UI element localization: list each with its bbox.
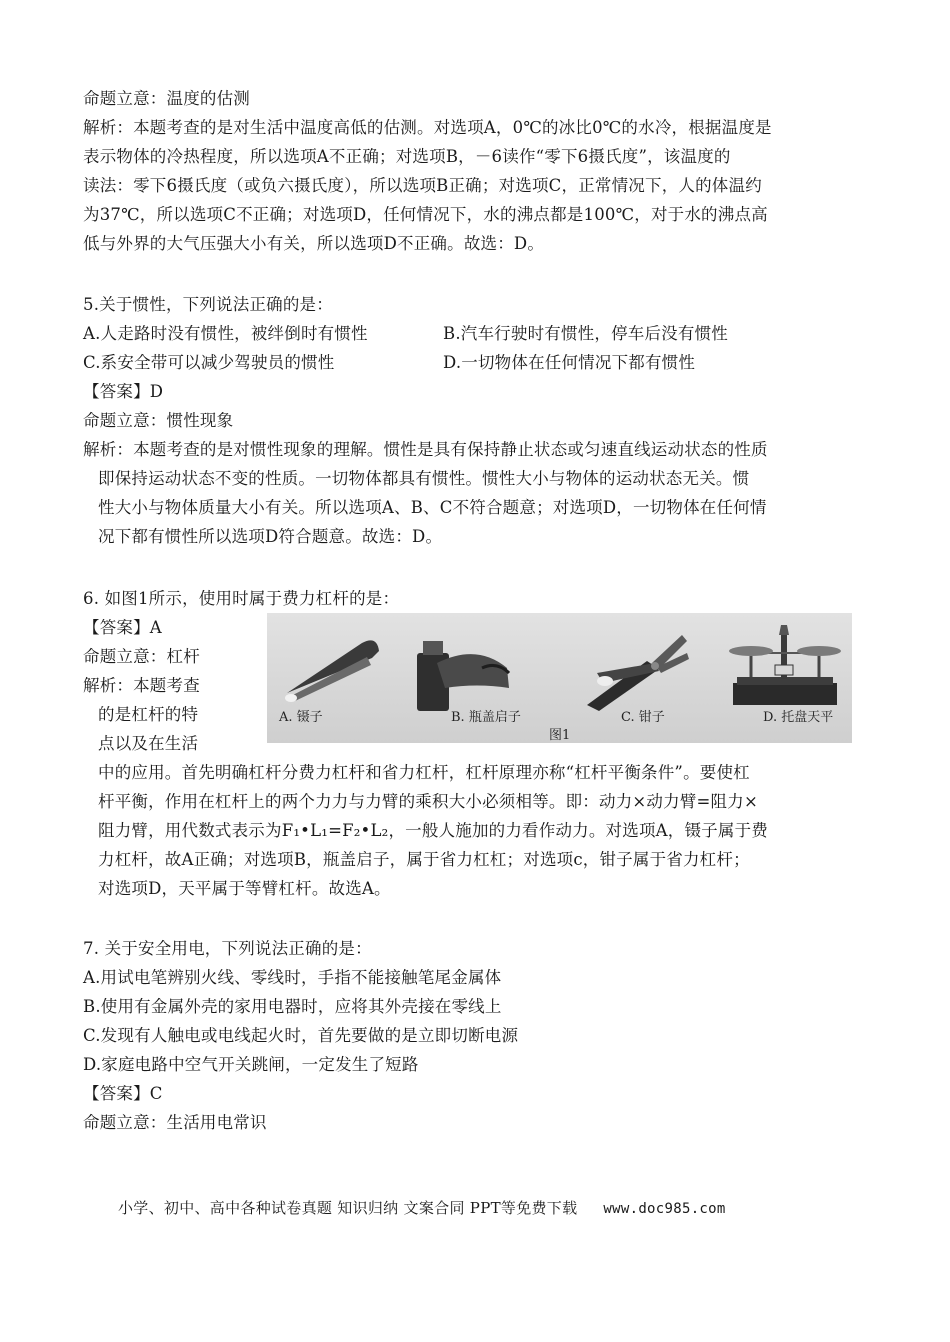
- q6-intent: 命题立意：杠杆: [83, 647, 200, 666]
- temp-intent: 命题立意：温度的估测: [83, 89, 250, 108]
- q5-question: 5.关于惯性，下列说法正确的是：: [83, 295, 333, 314]
- q5-option-c: C.系安全带可以减少驾驶员的惯性: [83, 353, 335, 372]
- page-footer: [118, 1196, 726, 1221]
- q5-option-a: A.人走路时没有惯性，被绊倒时有惯性: [83, 324, 368, 343]
- figure-label-c: C. 钳子: [621, 710, 665, 725]
- q5-analysis-line: 况下都有惯性所以选项D符合题意。故选：D。: [98, 527, 443, 546]
- footer-text: 小学、初中、高中各种试卷真题 知识归纳 文案合同 PPT等免费下载: [118, 1199, 578, 1217]
- temp-analysis-line: 解析：本题考查的是对生活中温度高低的估测。对选项A，0℃的冰比0℃的水冷，根据温度是: [83, 118, 772, 137]
- q6-answer: 【答案】A: [83, 618, 162, 637]
- temp-analysis-line: 表示物体的冷热程度，所以选项A不正确；对选项B，－6读作“零下6摄氏度”，该温度的: [83, 147, 731, 166]
- q5-analysis-line: 即保持运动状态不变的性质。一切物体都具有惯性。惯性大小与物体的运动状态无关。惯: [98, 469, 750, 488]
- q6-analysis-line: 中的应用。首先明确杠杆分费力杠杆和省力杠杆，杠杆原理亦称“杠杆平衡条件”。要使杠: [98, 763, 750, 782]
- q6-analysis-line: 力杠杆，故A正确；对选项B，瓶盖启子，属于省力杠杠；对选项c，钳子属于省力杠杆；: [98, 850, 750, 869]
- q6-analysis-line: 对选项D，天平属于等臂杠杆。故选A。: [98, 879, 391, 898]
- q5-intent: 命题立意：惯性现象: [83, 411, 234, 430]
- q5-options-row-1: [83, 319, 863, 348]
- q6-analysis-line: 阻力臂，用代数式表示为F₁•L₁=F₂•L₂，一般人施加的力看作动力。对选项A，镊子属于费: [98, 821, 768, 840]
- figure-caption: 图1: [549, 728, 571, 743]
- q6-analysis-line: 杆平衡，作用在杠杆上的两个力力与力臂的乘积大小必须相等。即：动力×动力臂=阻力×: [98, 792, 758, 811]
- q7-intent: 命题立意：生活用电常识: [83, 1113, 267, 1132]
- q7-option: B.使用有金属外壳的家用电器时，应将其外壳接在零线上: [83, 997, 502, 1016]
- q7-option: A.用试电笔辨别火线、零线时，手指不能接触笔尾金属体: [83, 968, 502, 987]
- q7-question: 7. 关于安全用电，下列说法正确的是：: [83, 939, 372, 958]
- q6-analysis-short: 的是杠杆的特: [98, 705, 199, 724]
- q7-option: D.家庭电路中空气开关跳闸，一定发生了短路: [83, 1055, 419, 1074]
- q7-option: C.发现有人触电或电线起火时，首先要做的是立即切断电源: [83, 1026, 519, 1045]
- q5-option-b: B.汽车行驶时有惯性，停车后没有惯性: [443, 324, 728, 343]
- q5-options-row-2: [83, 348, 863, 377]
- q5-analysis-line: 性大小与物体质量大小有关。所以选项A、B、C不符合题意；对选项D，一切物体在任何情: [98, 498, 767, 517]
- q5-option-d: D.一切物体在任何情况下都有惯性: [443, 353, 696, 372]
- q5-answer: 【答案】D: [83, 382, 164, 401]
- figure-label-d: D. 托盘天平: [763, 710, 834, 725]
- q7-answer: 【答案】C: [83, 1084, 163, 1103]
- figure-label-b: B. 瓶盖启子: [451, 710, 521, 725]
- q6-analysis-short: 解析：本题考查: [83, 676, 200, 695]
- q6-question: 6. 如图1所示，使用时属于费力杠杆的是：: [83, 589, 400, 608]
- temp-analysis-line: 为37℃，所以选项C不正确；对选项D，任何情况下，水的沸点都是100℃，对于水的沸点高: [83, 205, 768, 224]
- figure-label-a: A. 镊子: [279, 710, 323, 725]
- q5-analysis-line: 解析：本题考查的是对惯性现象的理解。惯性是具有保持静止状态或匀速直线运动状态的性质: [83, 440, 768, 459]
- q6-analysis-short: 点以及在生活: [98, 734, 199, 753]
- temp-analysis-line: 读法：零下6摄氏度（或负六摄氏度），所以选项B正确；对选项C，正常情况下，人的体温约: [83, 176, 762, 195]
- footer-url[interactable]: www.doc985.com: [603, 1201, 726, 1217]
- figure-1-levers: [267, 613, 852, 743]
- temp-analysis-line: 低与外界的大气压强大小有关，所以选项D不正确。故选：D。: [83, 234, 545, 253]
